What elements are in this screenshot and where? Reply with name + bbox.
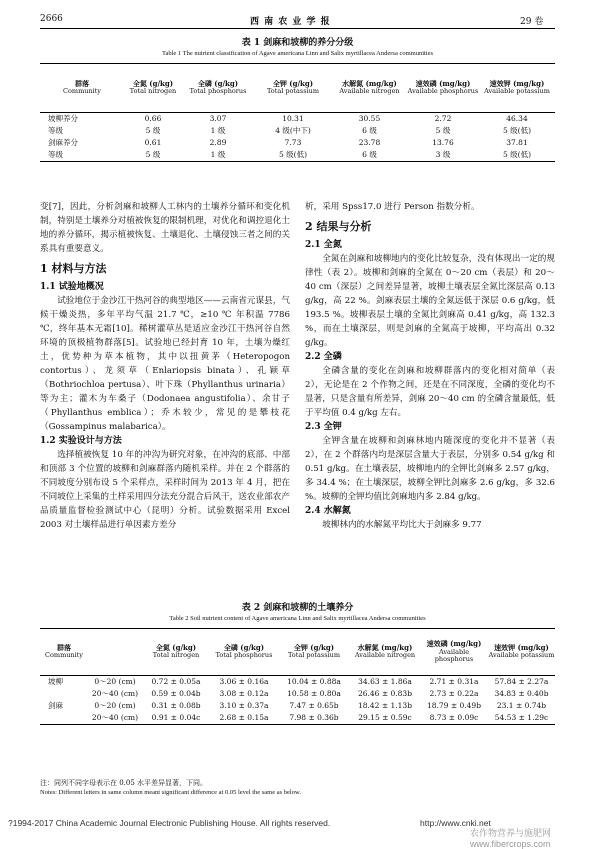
table2-header: 水解氮 (mg/kg) Available nitrogen — [354, 642, 416, 660]
table1-cell: 13.76 — [432, 138, 454, 147]
table1-cell: 1 级 — [210, 126, 226, 135]
table1-cell: 10.31 — [282, 114, 304, 123]
table2-row — [40, 712, 555, 725]
table1-cell: 30.55 — [358, 114, 381, 123]
table2-cell: 3.08 ± 0.12a — [219, 689, 269, 698]
table2-cell: 0.91 ± 0.04c — [151, 713, 201, 722]
table1-title-en: Table 1 The nutrient classification of Agave americana Linn and Salix myrtillacea Andersa communities — [161, 50, 434, 57]
footer-watermark: 农作物营养与施肥网 www.fibercrops.com — [470, 828, 552, 849]
table1-cell: 6 级 — [362, 126, 377, 135]
table2-cell: 10.04 ± 0.88a — [287, 677, 341, 686]
footer-copyright: ?1994-2017 China Academic Journal Electronic Publishing House. All rights reserved. — [8, 818, 331, 828]
table1-cell: 23.78 — [358, 138, 381, 147]
table2-cell: 29.15 ± 0.59c — [358, 713, 412, 722]
table2-row — [40, 675, 555, 688]
table1-header: 全磷 (g/kg) Total phosphorus — [189, 78, 247, 96]
table2-cell: 坡柳 — [48, 677, 63, 686]
table2-cell: 10.58 ± 0.80a — [287, 689, 341, 698]
paragraph: 变[7]，因此，分析剑麻和坡柳人工林内的土壤养分循环和变化机制，特别是土壤养分对植被恢复的限制机理，对优化和调控退化土地的养分循环，揭示植被恢复、土壤退化、土壤侵蚀三者之间的关系具有重要意义。 — [40, 202, 290, 254]
table1-cell: 0.66 — [144, 114, 162, 123]
table1-cell: 2.89 — [209, 138, 227, 147]
table2-cell: 34.83 ± 0.40b — [494, 689, 549, 698]
section-heading: 1 材料与方法 — [40, 262, 107, 275]
table2 — [40, 629, 555, 725]
table2-cell — [40, 712, 88, 725]
table2-title-en: Table 2 Soil nutrient content of Agave americana Linn and Salix myrtillacea Andersa communities — [169, 615, 426, 622]
table2-cell: 剑麻 — [48, 701, 63, 710]
table2-note: 注：同列不同字母表示在 0.05 水平差异显著，下同。 — [40, 779, 208, 787]
table2-cell: 2.73 ± 0.22a — [429, 689, 479, 698]
table2-cell: 20～40 (cm) — [91, 713, 139, 722]
table1-header: 群落 Community — [63, 78, 101, 96]
table2-cell: 57.84 ± 2.27a — [494, 677, 549, 686]
table2-cell: 54.53 ± 1.29c — [494, 713, 549, 722]
table2-cell: 26.46 ± 0.83b — [357, 689, 413, 698]
table1-header: 速效钾 (mg/kg) Available potassium — [484, 78, 550, 96]
table1-title: 表 1 剑麻和坡柳的养分分级 — [241, 38, 354, 48]
subsection-heading: 2.4 水解氮 — [305, 506, 351, 516]
table1-cell: 5 级(低) — [278, 150, 307, 159]
volume: 29 卷 — [520, 17, 544, 27]
table1-cell: 等级 — [48, 150, 63, 159]
table2-cell: 2.68 ± 0.15a — [219, 713, 269, 722]
table2-title: 表 2 剑麻和坡柳的土壤养分 — [241, 603, 354, 613]
table1-cell: 1 级 — [210, 150, 226, 159]
table1-row — [40, 125, 555, 137]
table1-row — [40, 137, 555, 149]
paragraph: 选择植被恢复 10 年的冲沟为研究对象，在冲沟的底部、中部和顶部 3 个位置的坡柳和剑麻群落内随机采样。并在 2 个群落的不同坡度分别布设 5 个采样点，采样时间为 2013 年 4 月，把在不同坡位上采集的土样采用四分法充分混合后风干，送农业部农产品质量监督检验测试中心（昆明）分析。试验数据采用 Excel 2003 对土壤样品进行单因素方差分 — [40, 450, 290, 530]
table1-row — [40, 149, 555, 162]
table2-header: 群落 Community — [45, 642, 83, 660]
table2-cell: 20～40 (cm) — [91, 689, 139, 698]
table1-cell: 3.07 — [209, 114, 227, 123]
table2-cell: 23.1 ± 0.74b — [496, 701, 547, 710]
right-column — [305, 200, 555, 532]
table2-row — [40, 700, 555, 712]
subsection-heading: 2.2 全磷 — [305, 352, 342, 362]
table2-cell: 0.31 ± 0.08b — [151, 701, 201, 710]
table1-row — [40, 112, 555, 125]
left-column — [40, 200, 290, 532]
table2-header: 全磷 (g/kg) Total phosphorus — [215, 642, 273, 660]
table1-cell: 剑麻养分 — [48, 138, 78, 147]
table2-row — [40, 688, 555, 700]
table1-cell: 等级 — [48, 126, 63, 135]
table1-cell: 4 级(中下) — [275, 126, 311, 135]
table2-cell: 0.72 ± 0.05a — [151, 677, 201, 686]
table1-cell: 坡柳养分 — [48, 114, 78, 123]
table2-cell: 3.10 ± 0.37a — [219, 701, 269, 710]
subsection-heading: 2.3 全钾 — [305, 422, 342, 432]
table2-cell: 0.59 ± 0.04b — [151, 689, 201, 698]
table1-header: 水解氮 (mg/kg) Available nitrogen — [339, 78, 400, 96]
paragraph: 全氮在剑麻和坡柳地内的变化比较复杂，没有体现出一定的规律性（表 2）。坡柳和剑麻的全氮在 0～20 cm（表层）和 20～40 cm（深层）之间差异显著，坡柳土壤表层全氮比深层高 0.13 g/kg，高 22 %。剑麻表层土壤的全氮远低于深层 0.6 g/kg，低 193.5 %。坡柳表层土壤的全氮比剑麻高 0.41 g/kg，高 132.3 %，而在土壤深层，则是剑麻的全氮高于坡柳，平均高出 0.32 g/kg。 — [305, 254, 555, 348]
subsection-heading: 1.2 实验设计与方法 — [40, 436, 122, 446]
table2-cell: 0～20 (cm) — [94, 701, 136, 710]
paragraph: 全钾含量在坡柳和剑麻林地内随深度的变化并不显著（表 2），在 2 个群落内均是深层含量大于表层，分别多 0.54 g/kg 和 0.51 g/kg。在土壤表层，坡柳地内的全钾比剑麻多 2.57 g/kg，多 34.4 %；在土壤深层，坡柳全钾比剑麻多 2.6 g/kg，多 32.6 %。坡柳的全钾均值比剑麻地内多 2.84 g/kg。 — [305, 436, 555, 502]
table2-header: 全氮 (g/kg) Total nitrogen — [152, 642, 200, 660]
subsection-heading: 2.1 全氮 — [305, 240, 342, 250]
table2-cell: 2.71 ± 0.31a — [429, 677, 479, 686]
paragraph: 全磷含量的变化在剑麻和坡柳群落内的变化相对简单（表 2），无论是在 2 个作物之间，还是在不同深度，全磷的变化均不显著，只是含量有所差异，剑麻 20～40 cm 的全磷含量最低，低于平均值 0.4 g/kg 左右。 — [305, 366, 555, 418]
footer-url[interactable]: http://www.cnki.net — [420, 818, 491, 828]
table1-header: 速效磷 (mg/kg) Available phosphorus — [407, 78, 479, 96]
table2-cell: 3.06 ± 0.16a — [219, 677, 269, 686]
table1-cell: 5 级 — [145, 150, 161, 159]
table1-cell: 5 级(低) — [502, 150, 531, 159]
table2-header: 全钾 (g/kg) Total potassium — [287, 642, 341, 660]
section-heading: 2 结果与分析 — [305, 220, 372, 233]
table1-cell: 5 级(低) — [502, 126, 531, 135]
table2-header: 速效钾 (mg/kg) Available potassium — [488, 642, 555, 660]
table1-cell: 7.73 — [284, 138, 302, 147]
table2-cell: 34.63 ± 1.86a — [358, 677, 412, 686]
table1-cell: 0.61 — [144, 138, 162, 147]
table2-cell: 18.79 ± 0.49b — [426, 701, 482, 710]
table2-cell: 7.47 ± 0.65b — [289, 701, 339, 710]
table1-cell: 6 级 — [362, 150, 377, 159]
paragraph: 析，采用 Spss17.0 进行 Person 指数分析。 — [305, 202, 480, 212]
table1-cell: 5 级 — [435, 126, 451, 135]
table2-header: 速效磷 (mg/kg) Available phosphorus — [426, 639, 482, 663]
table2-cell: 8.73 ± 0.09c — [429, 713, 479, 722]
table2-cell: 18.42 ± 1.13b — [357, 701, 413, 710]
table1-cell: 46.34 — [506, 114, 528, 123]
table2-cell: 7.98 ± 0.36b — [289, 713, 339, 722]
paragraph: 试验地位于金沙江干热河谷的典型地区——云南省元谋县，气候干燥炎热，多年平均气温 21.7 ℃，≥10 ℃ 年积温 7786 ℃，终年基本无霜[10]。稀树灌草丛是适应金沙江干热河谷自然环境的顶极植物群落[5]。试验地已经封育 10 年，土壤为燥红土，优势种为草本植物，其中以扭黄茅（Heteropogon contortus）、龙须草（Enlariopsis binata）、孔颖草（Bothriochloa pertusa）、叶下珠（Phyllanthus urinaria）等为主；灌木为车桑子（Dodonaea angustifolia）、余甘子（Phyllanthus emblica）；乔木较少，常见的是攀枝花（Gossampinus malabarica）。 — [40, 296, 290, 432]
table1-cell: 2.72 — [434, 114, 452, 123]
table1-header: 全氮 (g/kg) Total nitrogen — [129, 78, 177, 96]
table1-cell: 5 级 — [145, 126, 161, 135]
page-number: 2666 — [40, 14, 63, 24]
paragraph: 坡柳林内的水解氮平均比大于剑麻多 9.77 — [322, 520, 482, 530]
table2-header — [88, 629, 142, 675]
table1-header: 全钾 (g/kg) Total potassium — [266, 78, 320, 96]
table2-cell — [40, 688, 88, 700]
table2-note-en: Notes: Different letters in same column meant significant difference at 0.05 level the same as below. — [40, 789, 301, 796]
journal-name: 西 南 农 业 学 报 — [250, 17, 331, 27]
header-rule — [40, 28, 555, 29]
table1-cell: 37.81 — [506, 138, 528, 147]
subsection-heading: 1.1 试验地概况 — [40, 282, 104, 292]
table1-cell: 3 级 — [435, 150, 451, 159]
table2-cell: 0～20 (cm) — [94, 677, 136, 686]
table1 — [40, 64, 555, 162]
